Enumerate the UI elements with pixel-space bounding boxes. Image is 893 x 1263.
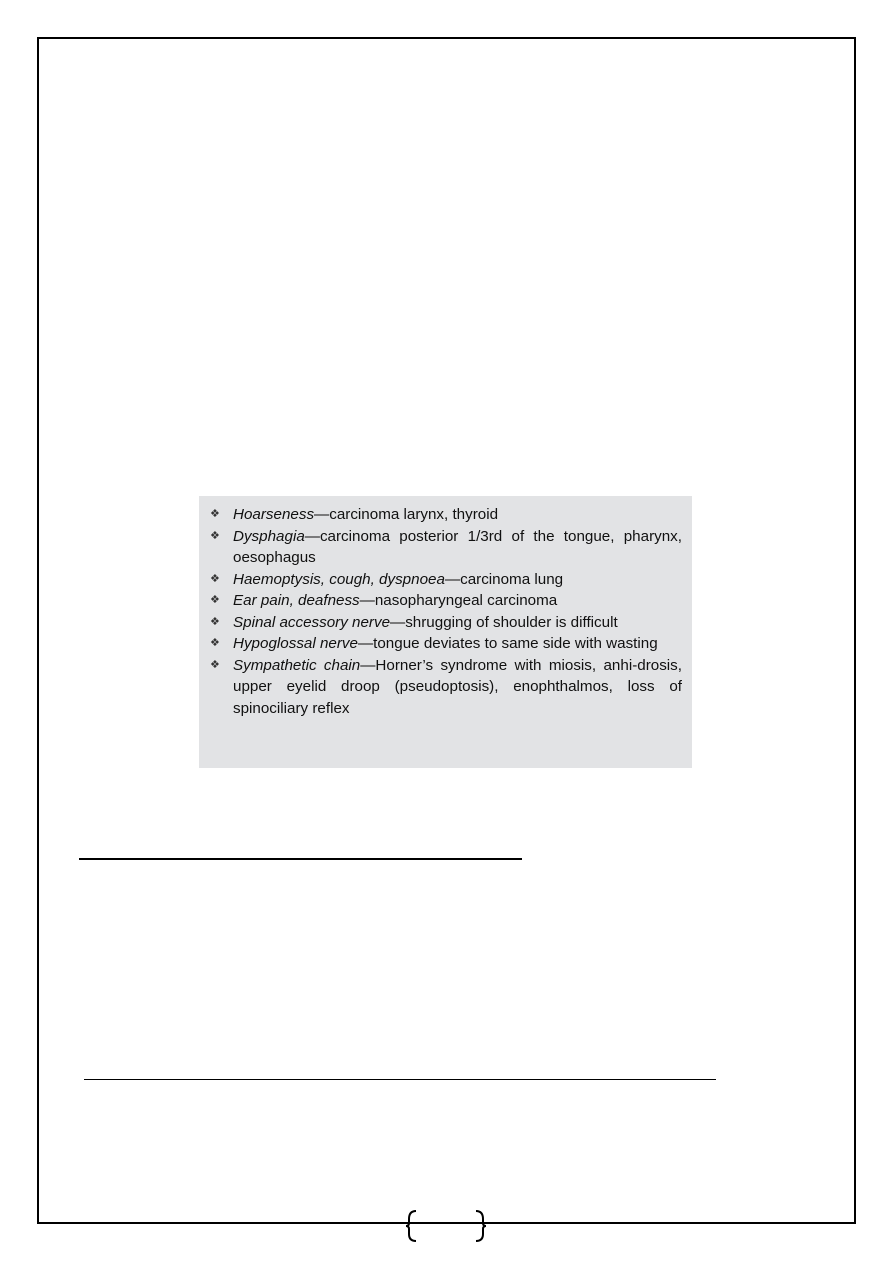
item-desc: —carcinoma larynx, thyroid <box>314 506 499 523</box>
diamond-bullet-icon: ❖ <box>210 637 220 649</box>
item-term: Hoarseness <box>233 506 315 523</box>
item-desc: —carcinoma posterior 1/3rd of the tongue, pharynx, oesophagus <box>233 527 682 566</box>
horizontal-rule <box>79 858 522 860</box>
item-term: Hypoglossal nerve <box>233 635 358 652</box>
page-number-bracket-icon <box>404 1208 488 1244</box>
diamond-bullet-icon: ❖ <box>210 572 220 585</box>
horizontal-rule <box>84 1079 716 1080</box>
symptoms-box <box>199 496 692 768</box>
item-term: Haemoptysis, cough, dyspnoea <box>233 570 445 588</box>
item-term: Sympathetic chain <box>233 656 361 674</box>
list-item <box>209 526 682 569</box>
diamond-bullet-icon: ❖ <box>210 529 220 542</box>
list-item <box>209 612 682 634</box>
list-item <box>209 633 682 655</box>
diamond-bullet-icon: ❖ <box>210 508 220 520</box>
list-item <box>209 569 682 591</box>
item-desc: —shrugging of shoulder is difficult <box>390 613 618 631</box>
diamond-bullet-icon: ❖ <box>210 658 220 671</box>
diamond-bullet-icon: ❖ <box>210 615 220 628</box>
list-item <box>209 590 682 612</box>
item-desc: —tongue deviates to same side with wasting <box>357 635 658 652</box>
item-term: Dysphagia <box>233 527 305 545</box>
diamond-bullet-icon: ❖ <box>210 594 220 606</box>
item-desc: —carcinoma lung <box>444 570 564 588</box>
item-term: Spinal accessory nerve <box>233 613 391 631</box>
symptoms-list <box>209 504 682 719</box>
item-desc: —nasopharyngeal carcinoma <box>359 592 558 609</box>
list-item <box>209 655 682 720</box>
item-desc: —Horner’s syndrome with miosis, anhi-drosis, upper eyelid droop (pseudoptosis), enophthalmos, loss of spinociliary reflex <box>233 656 682 717</box>
item-term: Ear pain, deafness <box>233 592 360 609</box>
list-item <box>209 504 682 526</box>
